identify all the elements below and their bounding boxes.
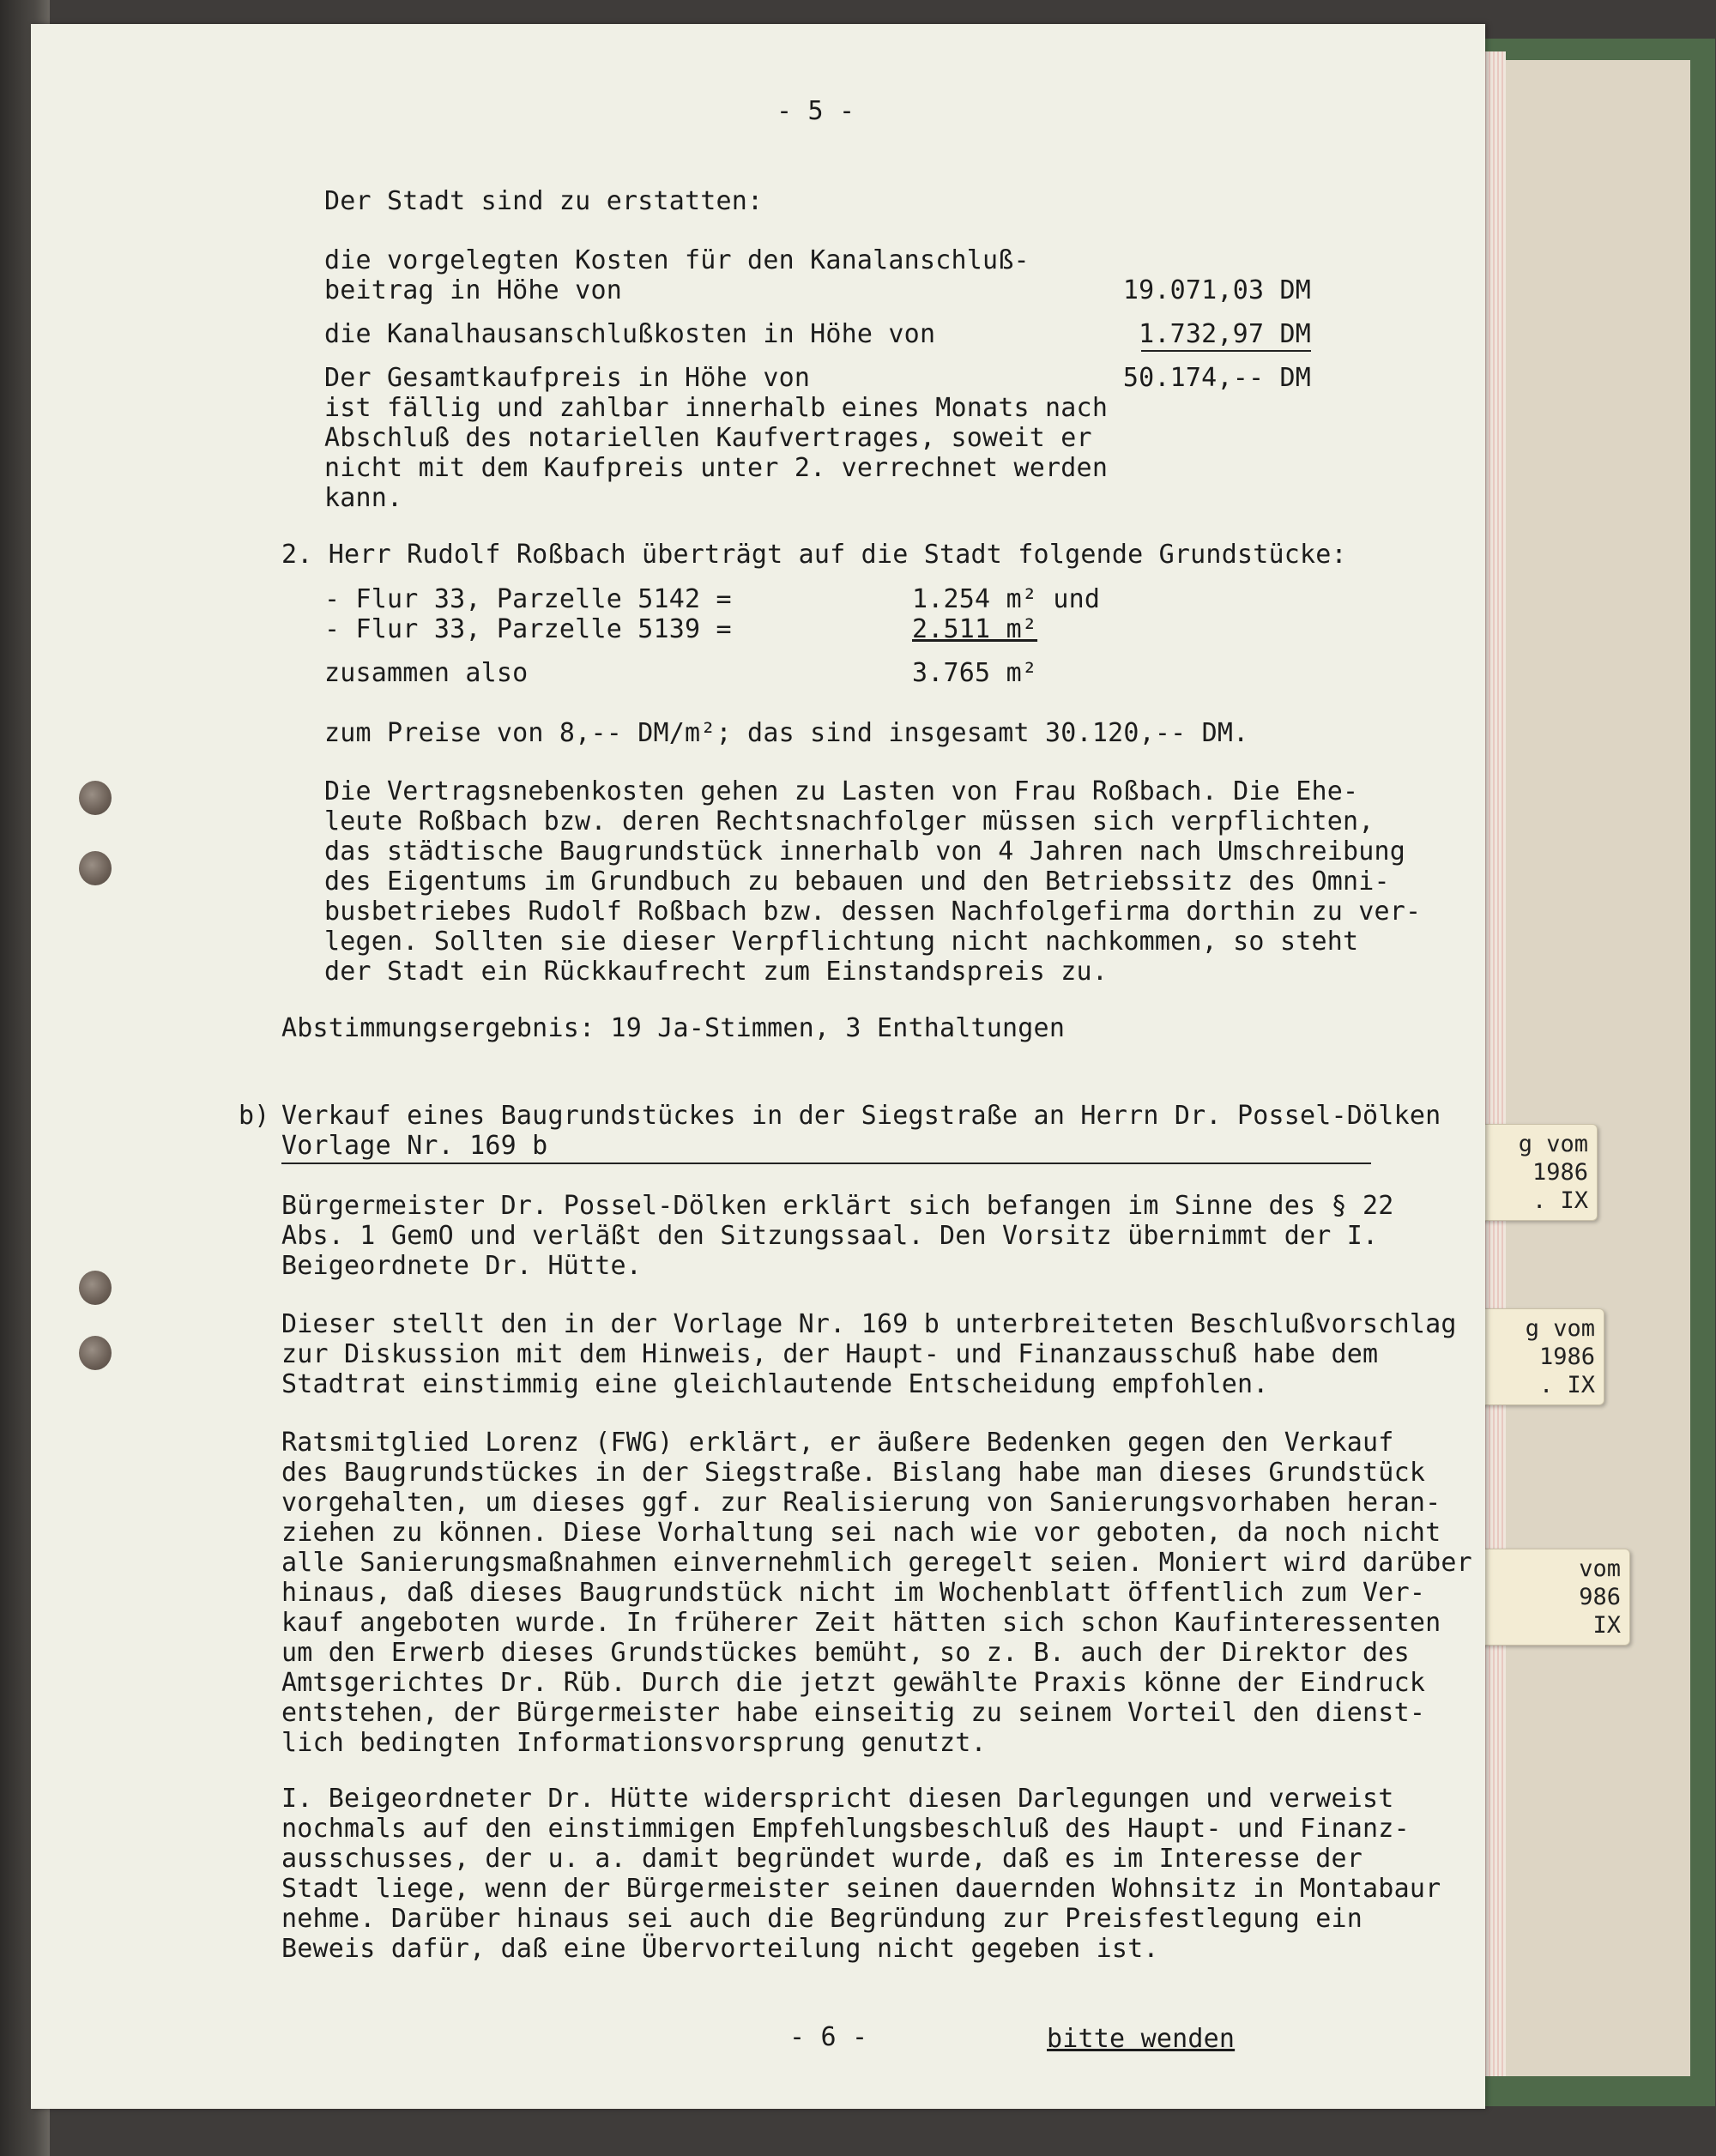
index-tab-line: . IX <box>1532 1187 1588 1214</box>
turn-page-note: bitte wenden <box>1047 2024 1236 2054</box>
index-tab-line: vom <box>1579 1555 1621 1582</box>
punch-hole <box>79 851 112 885</box>
costs-total-text: ist fällig und zahlbar innerhalb eines Monats nach <box>324 393 1109 423</box>
index-tab-line: g vom <box>1525 1315 1595 1342</box>
para3-line: Ratsmitglied Lorenz (FWG) erklärt, er äußere Bedenken gegen den Verkauf <box>281 1428 1394 1458</box>
para4-line: Stadt liege, wenn der Bürgermeister seinen dauernden Wohnsitz in Montabaur <box>281 1874 1441 1904</box>
para4-line: nochmals auf den einstimmigen Empfehlungsbeschluß des Haupt- und Finanz- <box>281 1814 1410 1844</box>
parcel-sum-label: zusammen also <box>324 658 529 688</box>
binder-inner-board <box>1493 60 1690 2076</box>
sum-rule <box>1141 350 1311 352</box>
index-tab-line: . IX <box>1538 1372 1595 1398</box>
costs-total-text: Abschluß des notariellen Kaufvertrages, soweit er <box>324 423 1092 453</box>
parcel-area: 2.511 m² <box>912 614 1038 644</box>
para3-line: ziehen zu können. Diese Vorhaltung sei nach wie vor geboten, da noch nicht <box>281 1518 1441 1548</box>
para4-line: I. Beigeordneter Dr. Hütte widerspricht diesen Darlegungen und verweist <box>281 1784 1394 1814</box>
para4-line: ausschusses, der u. a. damit begründet wurde, daß es im Interesse der <box>281 1844 1363 1874</box>
section-b-rule <box>281 1163 1371 1164</box>
costs-total-text: nicht mit dem Kaufpreis unter 2. verrechnet werden <box>324 453 1109 483</box>
para4-line: Beweis dafür, daß eine Übervorteilung nicht gegeben ist. <box>281 1934 1159 1964</box>
page-number-bottom: - 6 - <box>789 2022 868 2052</box>
punch-hole <box>79 781 112 815</box>
index-tab-line: IX <box>1592 1612 1621 1639</box>
page-number-top: - 5 - <box>776 96 855 126</box>
parcel-label: - Flur 33, Parzelle 5139 = <box>324 614 732 644</box>
para3-line: entstehen, der Bürgermeister habe einseitig zu seinem Vorteil den dienst- <box>281 1698 1426 1728</box>
para2-line: Dieser stellt den in der Vorlage Nr. 169 b unterbreiteten Beschlußvorschlag <box>281 1309 1457 1339</box>
parcel-label: - Flur 33, Parzelle 5142 = <box>324 584 732 614</box>
para3-line: kauf angeboten wurde. In früherer Zeit hätten sich schon Kaufinteressenten <box>281 1608 1441 1638</box>
section-b-marker: b) <box>239 1101 270 1131</box>
costs-item1-line2: beitrag in Höhe von <box>324 275 622 305</box>
para4-line: nehme. Darüber hinaus sei auch die Begründung zur Preisfestlegung ein <box>281 1904 1363 1934</box>
condition-line: busbetriebes Rudolf Roßbach bzw. dessen Nachfolgefirma dorthin zu ver- <box>324 897 1422 927</box>
section-b-subtitle: Vorlage Nr. 169 b <box>281 1131 548 1161</box>
vote-result: Abstimmungsergebnis: 19 Ja-Stimmen, 3 Enthaltungen <box>281 1013 1066 1043</box>
index-tab-line: g vom <box>1518 1131 1588 1157</box>
condition-line: leute Roßbach bzw. deren Rechtsnachfolger müssen sich verpflichten, <box>324 806 1375 836</box>
index-tab-line: 986 <box>1579 1584 1621 1610</box>
para3-line: lich bedingten Informationsvorsprung genutzt. <box>281 1728 987 1758</box>
para1-line: Abs. 1 GemO und verläßt den Sitzungssaal. Den Vorsitz übernimmt der I. <box>281 1221 1379 1251</box>
price-line: zum Preise von 8,-- DM/m²; das sind insgesamt 30.120,-- DM. <box>324 718 1249 748</box>
punch-hole <box>79 1336 112 1370</box>
para2-line: zur Diskussion mit dem Hinweis, der Haupt- und Finanzausschuß habe dem <box>281 1339 1379 1369</box>
index-tab-line: 1986 <box>1532 1159 1588 1186</box>
para3-line: Amtsgerichtes Dr. Rüb. Durch die jetzt gewählte Praxis könne der Eindruck <box>281 1668 1426 1698</box>
parcel-area: 1.254 m² und <box>912 584 1101 614</box>
transfer-heading: 2. Herr Rudolf Roßbach überträgt auf die Stadt folgende Grundstücke: <box>281 540 1347 570</box>
condition-line: der Stadt ein Rückkaufrecht zum Einstandspreis zu. <box>324 957 1109 987</box>
para3-line: hinaus, daß dieses Baugrundstück nicht im Wochenblatt öffentlich zum Ver- <box>281 1578 1426 1608</box>
para3-line: vorgehalten, um dieses ggf. zur Realisierung von Sanierungsvorhaben heran- <box>281 1488 1441 1518</box>
para3-line: um den Erwerb dieses Grundstückes bemüht, so z. B. auch der Direktor des <box>281 1638 1410 1668</box>
para1-line: Beigeordnete Dr. Hütte. <box>281 1251 643 1281</box>
parcel-sum-area: 3.765 m² <box>912 658 1038 688</box>
costs-item2-amount: 1.732,97 DM <box>1139 319 1311 349</box>
costs-total-label: Der Gesamtkaufpreis in Höhe von <box>324 363 811 393</box>
section-b-title: Verkauf eines Baugrundstückes in der Siegstraße an Herrn Dr. Possel-Dölken <box>281 1101 1441 1131</box>
costs-heading: Der Stadt sind zu erstatten: <box>324 186 764 216</box>
condition-line: das städtische Baugrundstück innerhalb von 4 Jahren nach Umschreibung <box>324 836 1406 867</box>
costs-total-text: kann. <box>324 483 403 513</box>
costs-total-amount: 50.174,-- DM <box>1122 363 1311 393</box>
para3-line: des Baugrundstückes in der Siegstraße. Bislang habe man dieses Grundstück <box>281 1458 1426 1488</box>
condition-line: des Eigentums im Grundbuch zu bebauen und den Betriebssitz des Omni- <box>324 867 1390 897</box>
condition-line: Die Vertragsnebenkosten gehen zu Lasten von Frau Roßbach. Die Ehe- <box>324 776 1359 806</box>
condition-line: legen. Sollten sie dieser Verpflichtung nicht nachkommen, so steht <box>324 927 1359 957</box>
para3-line: alle Sanierungsmaßnahmen einvernehmlich geregelt seien. Moniert wird darüber <box>281 1548 1472 1578</box>
index-tab-line: 1986 <box>1538 1344 1595 1370</box>
costs-item1-line1: die vorgelegten Kosten für den Kanalanschluß- <box>324 245 1030 275</box>
costs-item1-amount: 19.071,03 DM <box>1122 275 1311 305</box>
costs-item2-label: die Kanalhausanschlußkosten in Höhe von <box>324 319 936 349</box>
punch-hole <box>79 1271 112 1305</box>
para2-line: Stadtrat einstimmig eine gleichlautende Entscheidung empfohlen. <box>281 1369 1269 1399</box>
para1-line: Bürgermeister Dr. Possel-Dölken erklärt sich befangen im Sinne des § 22 <box>281 1191 1394 1221</box>
